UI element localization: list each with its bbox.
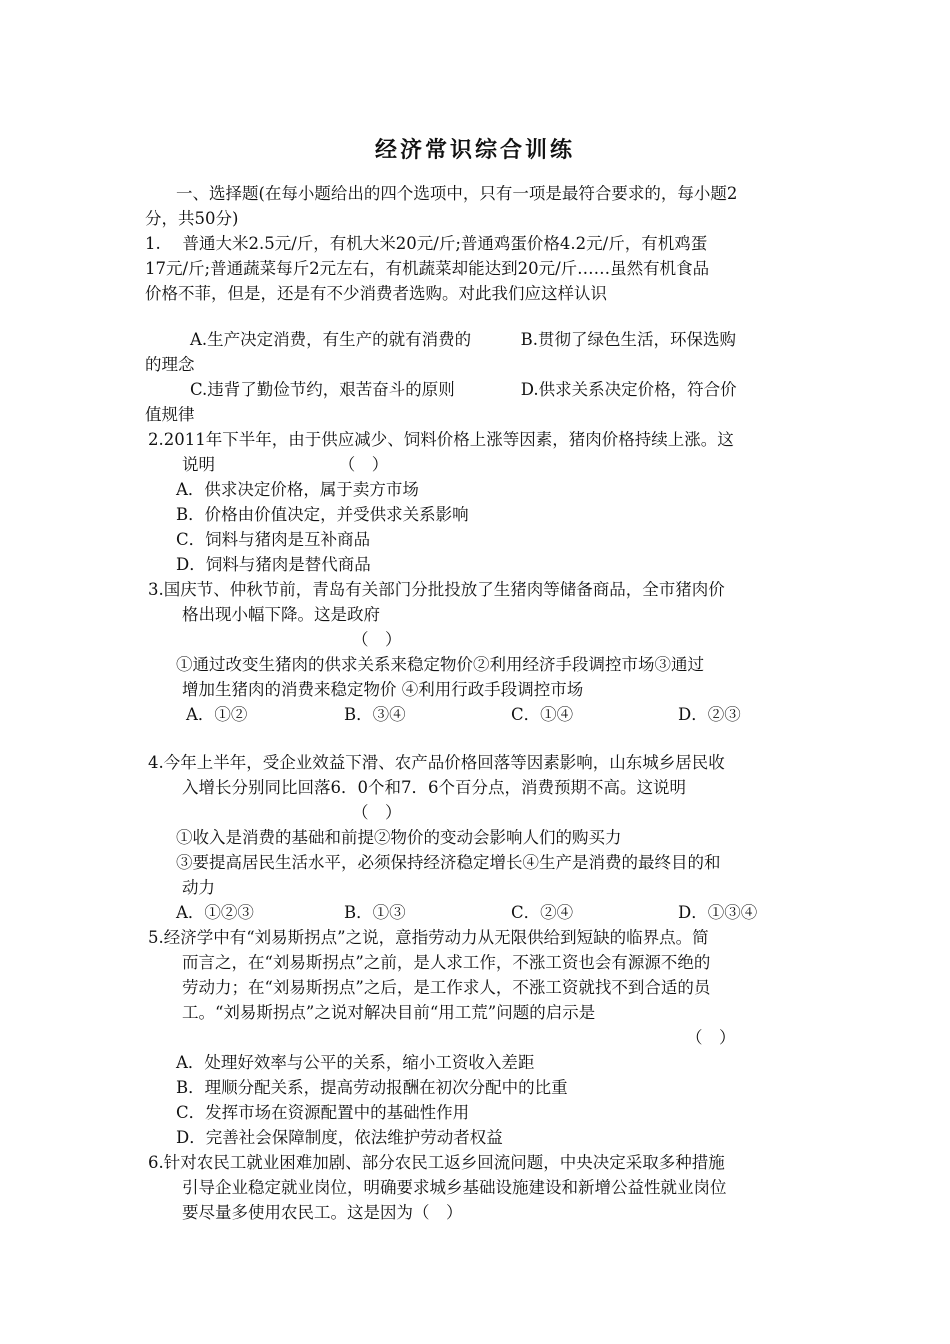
q1-option-line: A.生产决定消费，有生产的就有消费的 B.贯彻了绿色生活，环保选购: [190, 330, 737, 349]
q2-option: C．饲料与猪肉是互补商品: [176, 530, 371, 549]
section-header-line-2: 分，共50分): [145, 209, 239, 228]
q4-statement-line: ③要提高居民生活水平，必须保持经济稳定增长④生产是消费的最终目的和: [176, 853, 721, 872]
q3-choice-c: C．①④: [511, 705, 574, 724]
q5-stem-line: 5.经济学中有“刘易斯拐点”之说，意指劳动力从无限供给到短缺的临界点。简: [148, 928, 709, 947]
q3-stem-line: 3.国庆节、仲秋节前，青岛有关部门分批投放了生猪肉等储备商品，全市猪肉价: [148, 580, 725, 599]
q5-option: C．发挥市场在资源配置中的基础性作用: [176, 1103, 470, 1122]
q4-stem-line: 4.今年上半年，受企业效益下滑、农产品价格回落等因素影响，山东城乡居民收: [148, 753, 725, 772]
q4-choice-b: B．①③: [344, 903, 406, 922]
q3-choice-d: D．②③: [678, 705, 741, 724]
q3-statement-line: 增加生猪肉的消费来稳定物价 ④利用行政手段调控市场: [182, 680, 584, 699]
q3-answer-bracket: （ ）: [352, 630, 402, 649]
q4-choice-a: A．①②③: [176, 903, 254, 922]
q1-option-line: 的理念: [145, 355, 195, 374]
page-title: 经济常识综合训练: [374, 137, 575, 163]
q5-option: A．处理好效率与公平的关系，缩小工资收入差距: [176, 1053, 535, 1072]
q5-option: B．理顺分配关系，提高劳动报酬在初次分配中的比重: [176, 1078, 568, 1097]
q2-option: D．饲料与猪肉是替代商品: [176, 555, 371, 574]
q5-stem-line: 而言之，在“刘易斯拐点”之前，是人求工作，不涨工资也会有源源不绝的: [182, 953, 711, 972]
q2-option: B．价格由价值决定，并受供求关系影响: [176, 505, 469, 524]
q3-choice-b: B．③④: [344, 705, 406, 724]
q4-choice-c: C．②④: [511, 903, 574, 922]
q1-option-line: 值规律: [145, 405, 195, 424]
q5-option: D．完善社会保障制度，依法维护劳动者权益: [176, 1128, 503, 1147]
q1-stem-line: 价格不菲，但是，还是有不少消费者选购。对此我们应这样认识: [145, 284, 607, 303]
q1-stem-line: 17元/斤;普通蔬菜每斤2元左右，有机蔬菜却能达到20元/斤……虽然有机食品: [145, 259, 710, 278]
q4-answer-bracket: （ ）: [352, 803, 402, 822]
q1-stem-line: 1. 普通大米2.5元/斤，有机大米20元/斤;普通鸡蛋价格4.2元/斤，有机鸡蛋: [145, 234, 708, 253]
q6-stem-line: 要尽量多使用农民工。这是因为（ ）: [182, 1203, 463, 1222]
q2-stem-line: 2.2011年下半年，由于供应减少、饲料价格上涨等因素，猪肉价格持续上涨。这: [148, 430, 734, 449]
q5-answer-bracket: （ ）: [686, 1028, 736, 1047]
q4-choice-d: D．①③④: [678, 903, 758, 922]
q4-stem-line: 入增长分别同比回落6．0个和7．6个百分点，消费预期不高。这说明: [182, 778, 686, 797]
q6-stem-line: 6.针对农民工就业困难加剧、部分农民工返乡回流问题，中央决定采取多种措施: [148, 1153, 725, 1172]
q4-statement-line: 动力: [182, 878, 215, 897]
q2-stem-line: 说明 （ ）: [182, 455, 389, 474]
section-header-line-1: 一、选择题(在每小题给出的四个选项中，只有一项是最符合要求的，每小题2: [176, 184, 738, 203]
q4-statement-line: ①收入是消费的基础和前提②物价的变动会影响人们的购买力: [176, 828, 622, 847]
q4-choices: [0, 900, 950, 925]
q6-stem-line: 引导企业稳定就业岗位，明确要求城乡基础设施建设和新增公益性就业岗位: [182, 1178, 727, 1197]
q3-stem-line: 格出现小幅下降。这是政府: [182, 605, 380, 624]
q2-option: A．供求决定价格，属于卖方市场: [176, 480, 419, 499]
q1-option-line: C.违背了勤俭节约，艰苦奋斗的原则 D.供求关系决定价格，符合价: [190, 380, 737, 399]
q5-stem-line: 工。“刘易斯拐点”之说对解决目前“用工荒”问题的启示是: [182, 1003, 596, 1022]
q3-choices: [0, 702, 950, 727]
q3-statement-line: ①通过改变生猪肉的供求关系来稳定物价②利用经济手段调控市场③通过: [176, 655, 704, 674]
q5-stem-line: 劳动力；在“刘易斯拐点”之后，是工作求人，不涨工资就找不到合适的员: [182, 978, 711, 997]
q3-choice-a: A．①②: [186, 705, 248, 724]
